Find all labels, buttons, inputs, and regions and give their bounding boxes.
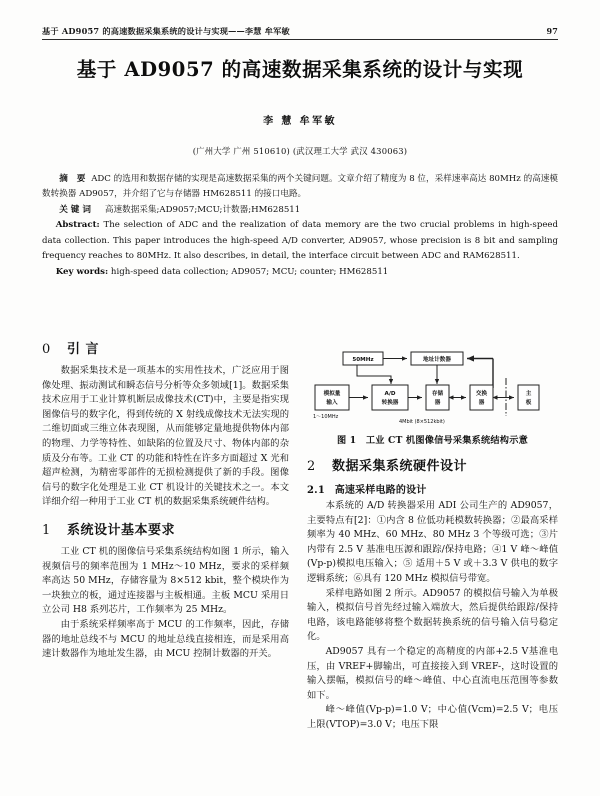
subsection-2-1-body — [307, 499, 558, 733]
left-column — [42, 338, 289, 662]
subsection-number-2-1: 2.1 — [307, 485, 325, 496]
section-heading-2 — [307, 455, 558, 474]
diagram-block-address-counter — [411, 352, 463, 365]
page-number: 97 — [546, 26, 558, 36]
diagram-block-analog-input — [315, 385, 349, 410]
section-number-1: 1 — [42, 522, 51, 538]
svg-text:交换: 交换 — [475, 391, 488, 397]
running-title: 基于 AD9057 的高速数据采集系统的设计与实现——李慧 牟军敏 — [42, 26, 290, 36]
paragraph: 由于系统采样频率高于 MCU 的工作频率，因此，存储器的地址总线不与 MCU 的地址总线直接相连，而是采用高速计数器作为地址发生器，由 MCU 控制计数器的开关。 — [42, 618, 289, 660]
keywords-en-lead: Key words: — [55, 267, 109, 277]
svg-text:模拟量: 模拟量 — [323, 391, 341, 397]
svg-text:存储: 存储 — [431, 391, 444, 397]
page-title: 基于 AD9057 的高速数据采集系统的设计与实现 — [76, 58, 524, 81]
svg-text:地址计数器: 地址计数器 — [423, 357, 451, 363]
svg-text:器: 器 — [478, 400, 485, 406]
annotation-input-freq: 1～10MHz — [313, 414, 339, 420]
paragraph: 峰～峰值(Vp-p)=1.0 V；中心值(Vcm)=2.5 V；电压上限(VTOP)=3.0 V；电压下限 — [307, 704, 558, 730]
intro-body — [42, 364, 289, 510]
paragraph: AD9057 具有一个稳定的高精度的内部+2.5 V基准电压，由 VREF+脚输出，可直接接入到 VREF-，这时设置的输入摆幅，模拟信号的峰～峰值、中心直流电压范围等参数如下。 — [307, 645, 558, 701]
abstract-cn-text: ADC 的选用和数据存储的实现是高速数据采集的两个关键问题。文章介绍了精度为 8 位，采样速率高达 80MHz 的高速模数转换器 AD9057，并介绍了它与存储器 HM628511 的接口电路。 — [42, 174, 559, 200]
section-number-2: 2 — [307, 459, 316, 474]
section-title-1: 系统设计基本要求 — [67, 522, 176, 538]
subsection-heading-2-1 — [307, 481, 558, 496]
section-title-intro: 引 言 — [67, 342, 100, 357]
abstract-cn-lead: 摘 要 — [59, 174, 89, 184]
author-line: 李 慧 牟军敏 — [263, 116, 337, 127]
figure-1-caption — [307, 432, 558, 446]
abstract-en — [42, 218, 558, 265]
svg-text:主: 主 — [525, 391, 532, 397]
diagram-block-ad-converter — [372, 385, 408, 410]
section-heading-intro — [42, 338, 289, 357]
figure-1-caption-text: 工业 CT 机图像信号采集系统结构示意 — [365, 435, 528, 446]
section-heading-1 — [42, 519, 289, 538]
section-title-2: 数据采集系统硬件设计 — [332, 459, 468, 474]
figure-1 — [307, 344, 558, 446]
subsection-title-2-1: 高速采样电路的设计 — [334, 485, 427, 496]
keywords-cn-text: 高速数据采集;AD9057;MCU;计数器;HM628511 — [104, 204, 301, 215]
right-column — [307, 338, 558, 733]
svg-text:转换器: 转换器 — [381, 400, 399, 406]
keywords-cn-lead: 关键词 — [59, 204, 94, 215]
diagram-block-memory — [426, 385, 449, 410]
svg-text:A/D: A/D — [384, 391, 396, 397]
diagram-block-mainboard — [518, 385, 539, 410]
keywords-en — [42, 265, 558, 280]
abstract-cn — [42, 172, 558, 203]
svg-text:板: 板 — [525, 400, 532, 406]
affiliation-line: (广州大学 广州 510610) (武汉理工大学 武汉 430063) — [192, 146, 408, 156]
abstract-en-lead: Abstract: — [55, 220, 100, 231]
abstract-en-text: The selection of ADC and the realization of data memory are the two crucial problems in high-speed data collection. This paper introduces the high-speed A/D converter, AD9057, whose precision is 8 bit and sampling frequency reaches to 80MHz. It also describes, in detail, the interface circuit between ADC and RAM628511. — [42, 220, 559, 262]
section1-body — [42, 545, 289, 662]
figure-1-diagram — [307, 344, 558, 430]
keywords-cn — [42, 203, 558, 218]
section-number-intro: 0 — [42, 342, 51, 357]
paragraph: 本系统的 A/D 转换器采用 ADI 公司生产的 AD9057，主要特点有[2]：①内含 8 位低功耗模数转换器；②最高采样频率为 40 MHz、60 MHz、80 MHz 3 个等级可选；③片内带有 2.5 V 基准电压源和跟踪/保持电路；④1 V 峰～峰值(Vp-p)模拟电压输入；⑤ 适用＋5 V 或＋3.3 V 供电的数字逻辑系统；⑥具有 120 MHz 模拟信号带宽。 — [307, 500, 558, 584]
annotation-mem-capacity: 4Mbit (8×512kbit) — [399, 419, 445, 425]
header-rule — [42, 39, 558, 40]
svg-text:输入: 输入 — [326, 400, 338, 406]
abstract-block — [42, 172, 558, 280]
diagram-block-buffer — [470, 385, 493, 410]
paragraph: 数据采集技术是一项基本的实用性技术，广泛应用于图像处理、振动测试和瞬态信号分析等众多领域[1]。数据采集技术应用于工业计算机断层成像技术(CT)中，主要是指实现图像信号的数字化，得到传统的 X 射线成像技术无法实现的二维切面或三维立体表现图，从而能够定量地提供物体内部的物理、力学等特性、如缺陷的位置及尺寸、物体内部的杂质及分布等。工业 CT 的功能和特性在许多方面超过 X 光和超声检测，为精密零部件的无损检测提供了新的手段。图像信号的数字化处理是工业 CT 机设计的关键技术之一。本文详细介绍一种用于工业 CT 机的数据采集系统硬件结构。 — [42, 365, 289, 508]
svg-text:器: 器 — [434, 400, 441, 406]
keywords-en-text: high-speed data collection; AD9057; MCU; counter; HM628511 — [110, 267, 389, 277]
figure-1-number: 图 1 — [337, 435, 357, 446]
svg-text:50MHz: 50MHz — [352, 357, 374, 363]
paragraph: 工业 CT 机的图像信号采集系统结构如图 1 所示，输入视频信号的频率范围为 1 MHz～10 MHz，要求的采样频率高达 50 MHz，存储容量为 8×512 kbit，整个模块作为一块独立的板，通过连接器与主板相通。主板 MCU 采用日立公司 H8 系列芯片，工作频率为 25 MHz。 — [42, 545, 289, 616]
diagram-block-clock — [343, 352, 383, 365]
paragraph: 采样电路如图 2 所示。AD9057 的模拟信号输入为单极输入，模拟信号首先经过输入端放大，然后提供给跟踪/保持电路，该电路能够将整个数据转换系统的信号输入信号稳定化。 — [307, 587, 558, 643]
running-head — [42, 26, 558, 37]
